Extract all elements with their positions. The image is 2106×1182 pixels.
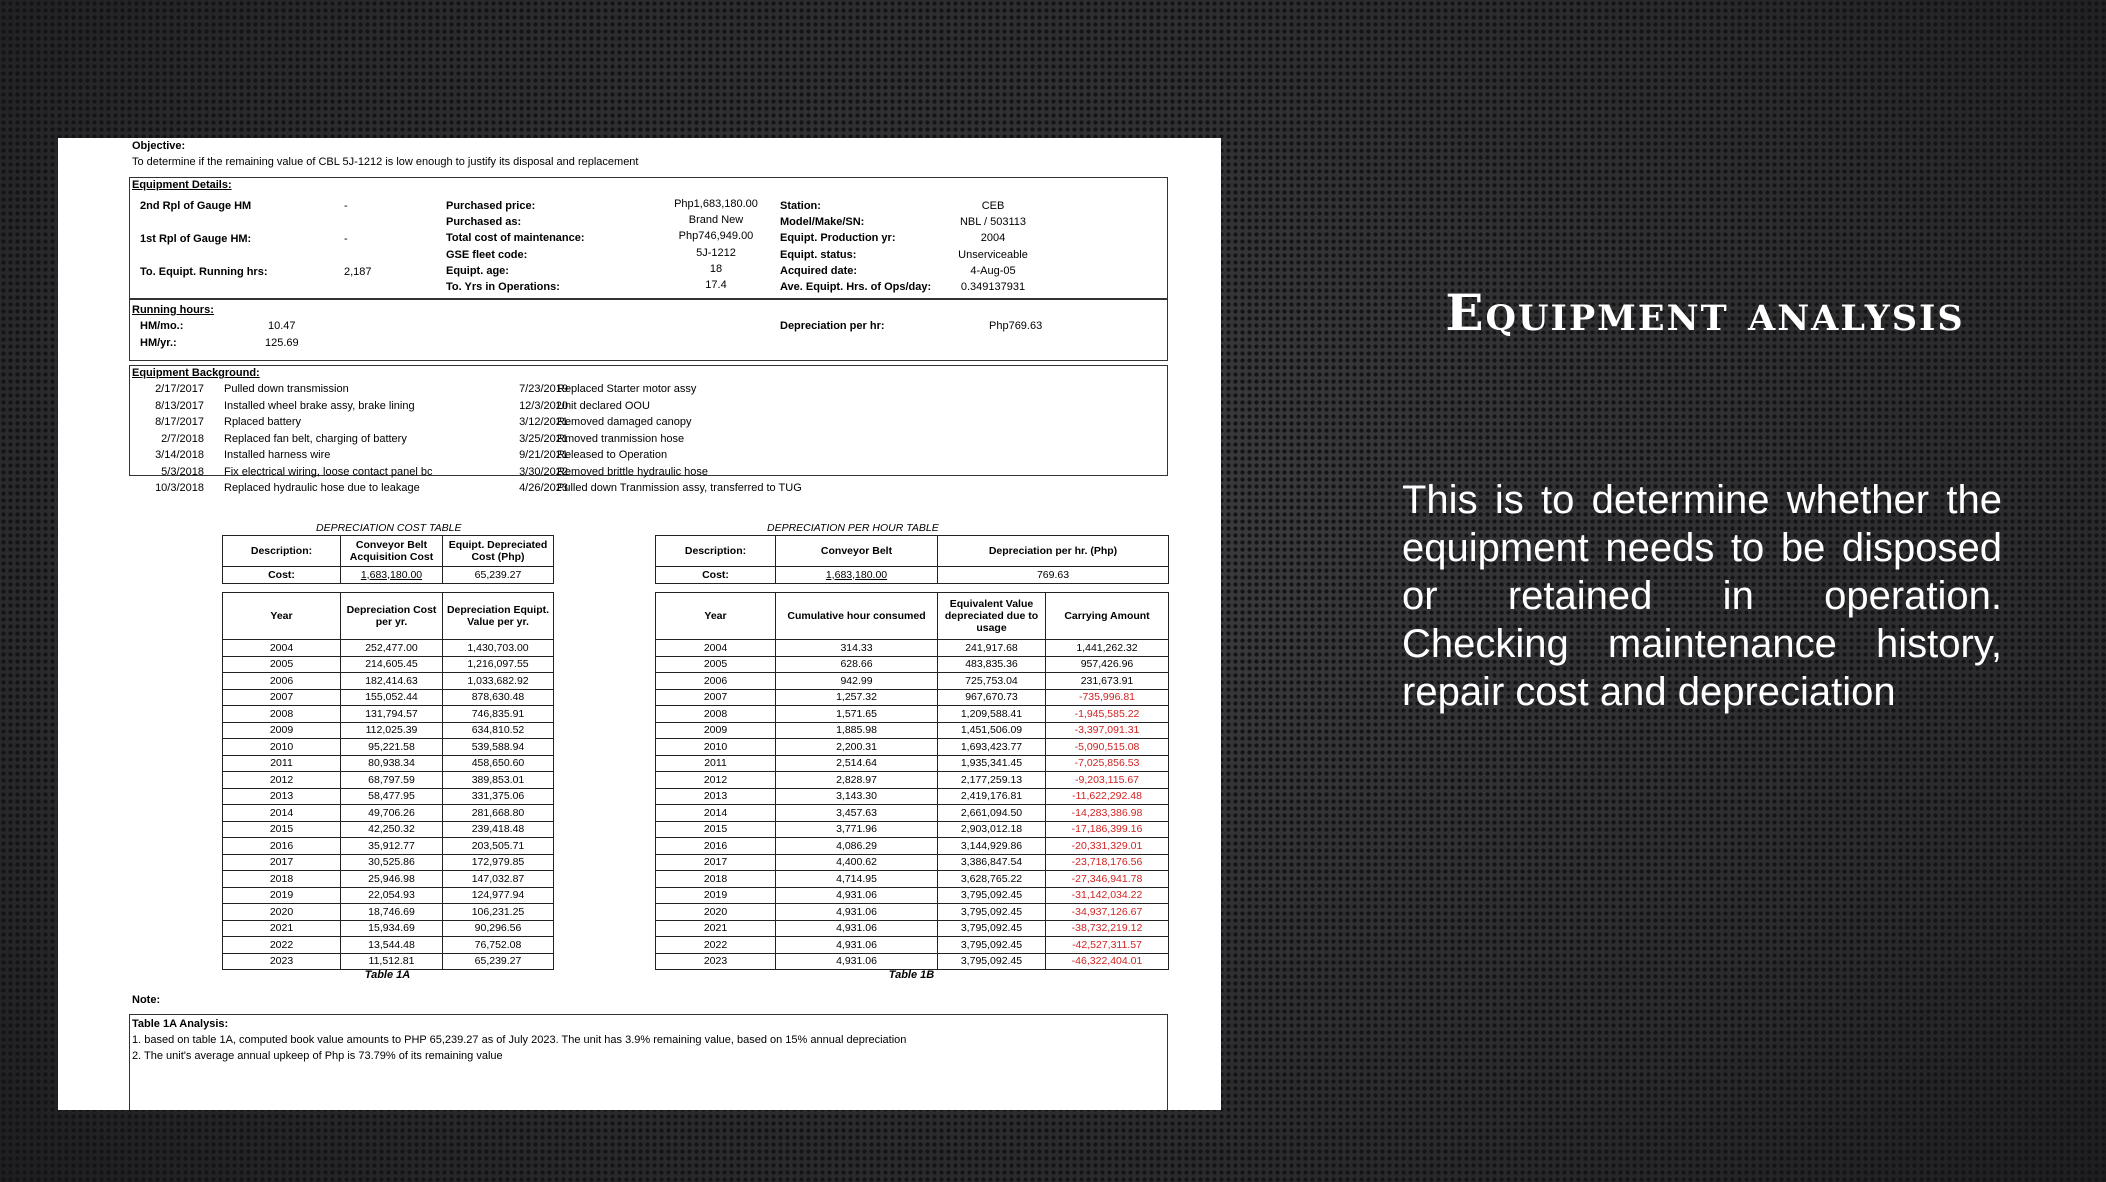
- table1a-row: [223, 788, 554, 805]
- table1b-cell: 2022: [656, 937, 776, 954]
- table1b-cell: 1,935,341.45: [938, 755, 1046, 772]
- t1b-head-carry: Carrying Amount: [1046, 593, 1169, 640]
- table1a-cell: 131,794.57: [341, 706, 443, 723]
- table1b-cell: 2005: [656, 656, 776, 673]
- mid-detail-value: 18: [709, 263, 723, 275]
- table1a-row: [223, 673, 554, 690]
- table1b-cell: 1,885.98: [776, 722, 938, 739]
- table1b-cell: -23,718,176.56: [1046, 854, 1169, 871]
- table1a-cell: 80,938.34: [341, 755, 443, 772]
- table1a-row: [223, 937, 554, 954]
- table1a-row: [223, 920, 554, 937]
- background-item: Replaced Starter motor assy: [557, 383, 697, 395]
- t1a-col1-header: Conveyor Belt Acquisition Cost: [341, 536, 443, 567]
- table1b-cell: 2021: [656, 920, 776, 937]
- table1a-cell: 155,052.44: [341, 689, 443, 706]
- note-label: Note:: [132, 994, 161, 1006]
- background-item: Unit declared OOU: [557, 399, 650, 412]
- right-detail-value: NBL / 503113: [959, 216, 1027, 228]
- gauge2-value: -: [344, 200, 348, 212]
- table1b-cell: 3,795,092.45: [938, 920, 1046, 937]
- analysis-line2: 2. The unit's average annual upkeep of Php is 73.79% of its remaining value: [132, 1050, 503, 1062]
- table1b-cell: 2014: [656, 805, 776, 822]
- table1a-row: [223, 887, 554, 904]
- table1b-row: [656, 739, 1169, 756]
- table1a-cell: 458,650.60: [443, 755, 554, 772]
- hm-mo-value: 10.47: [268, 320, 296, 332]
- analysis-document: [58, 138, 1221, 1110]
- table1a-cell: 182,414.63: [341, 673, 443, 690]
- table1b-cell: 2017: [656, 854, 776, 871]
- analysis-line1: 1. based on table 1A, computed book value amounts to PHP 65,239.27 as of July 2023. The unit has 3.9% remaining value, based on 15% annual depreciation: [132, 1034, 907, 1046]
- table1a-cell: 22,054.93: [341, 887, 443, 904]
- background-date: 8/17/2017: [155, 416, 204, 428]
- table1b-row: [656, 755, 1169, 772]
- background-date: 2/17/2017: [155, 383, 204, 395]
- table1b-cell: -31,142,034.22: [1046, 887, 1169, 904]
- table1a-row: [223, 689, 554, 706]
- table1b-cell: -735,996.81: [1046, 689, 1169, 706]
- running-hours-value: 2,187: [344, 266, 372, 278]
- mid-detail-label: To. Yrs in Operations:: [446, 281, 560, 293]
- background-item: Pulled down transmission: [224, 383, 349, 395]
- table1a-cell: 2017: [223, 854, 341, 871]
- table1a-cell: 331,375.06: [443, 788, 554, 805]
- equipment-details-heading: Equipment Details:: [132, 179, 232, 191]
- hm-yr-label: HM/yr.:: [140, 337, 177, 349]
- table1b-cell: 3,457.63: [776, 805, 938, 822]
- table1b-cell: -1,945,585.22: [1046, 706, 1169, 723]
- background-date: 10/3/2018: [155, 482, 204, 494]
- mid-detail-value: 5J-1212: [696, 247, 736, 259]
- table1a-row: [223, 838, 554, 855]
- dep-per-hr-label: Depreciation per hr:: [780, 320, 885, 332]
- table1b-row: [656, 904, 1169, 921]
- table1b-cell: 2007: [656, 689, 776, 706]
- table1b-cell: 231,673.91: [1046, 673, 1169, 690]
- table1b-row: [656, 871, 1169, 888]
- table1a-cell: 2021: [223, 920, 341, 937]
- right-detail-label: Model/Make/SN:: [780, 216, 865, 228]
- table1b-row: [656, 937, 1169, 954]
- right-detail-value: 0.349137931: [960, 281, 1026, 293]
- table1a-cell: 2011: [223, 755, 341, 772]
- t1a-cost-value: 1,683,180.00: [341, 567, 443, 584]
- background-item: Installed wheel brake assy, brake lining: [224, 399, 415, 412]
- table1b-cell: 967,670.73: [938, 689, 1046, 706]
- mid-detail-value: Brand New: [688, 214, 744, 226]
- table1a-cell: 2018: [223, 871, 341, 888]
- right-detail-value: 2004: [980, 232, 1006, 244]
- t1b-col2-header: Depreciation per hr. (Php): [938, 536, 1169, 567]
- table1b-cell: 4,931.06: [776, 937, 938, 954]
- t1b-desc-label: Description:: [656, 536, 776, 567]
- table1b-row: [656, 854, 1169, 871]
- table1b-cell: 1,451,506.09: [938, 722, 1046, 739]
- table1a-cell: 2010: [223, 739, 341, 756]
- table1b-cell: 314.33: [776, 640, 938, 657]
- table1b-cell: 2012: [656, 772, 776, 789]
- table1a-cell: 2004: [223, 640, 341, 657]
- gauge1-label: 1st Rpl of Gauge HM:: [140, 233, 252, 245]
- background-date: 3/25/2021: [519, 432, 568, 445]
- t1a-head-year: Year: [223, 593, 341, 640]
- background-item: Rplaced battery: [224, 416, 302, 428]
- table1b-cell: 2,419,176.81: [938, 788, 1046, 805]
- table1a-cell: 65,239.27: [443, 953, 554, 970]
- background-date: 8/13/2017: [155, 399, 204, 412]
- t1b-head-year: Year: [656, 593, 776, 640]
- table1b-row: [656, 953, 1169, 970]
- table1b-row: [656, 788, 1169, 805]
- table1b-cell: 2013: [656, 788, 776, 805]
- table1b-row: [656, 920, 1169, 937]
- table1a-cell: 203,505.71: [443, 838, 554, 855]
- table1b-cell: -9,203,115.67: [1046, 772, 1169, 789]
- table1b-cell: 3,144,929.86: [938, 838, 1046, 855]
- table1b-cell: -42,527,311.57: [1046, 937, 1169, 954]
- table1b-cell: 2020: [656, 904, 776, 921]
- table1b-cell: 1,693,423.77: [938, 739, 1046, 756]
- table1b-cell: 4,931.06: [776, 953, 938, 970]
- table1a-cell: 281,668.80: [443, 805, 554, 822]
- table1a-cell: 90,296.56: [443, 920, 554, 937]
- slide-description: This is to determine whether the equipment needs to be disposed or retained in operation. Checking maintenance history, repair cost and depreciation: [1402, 478, 2002, 714]
- background-item: Replaced fan belt, charging of battery: [224, 432, 407, 445]
- table1b-cell: -17,186,399.16: [1046, 821, 1169, 838]
- slide-title: Equipment analysis: [1445, 283, 1965, 342]
- table1a-cell: 172,979.85: [443, 854, 554, 871]
- table1a-cell: 2022: [223, 937, 341, 954]
- mid-detail-label: Purchased price:: [446, 200, 536, 212]
- table1b-cell: 942.99: [776, 673, 938, 690]
- table1a-row: [223, 854, 554, 871]
- table1b-cell: 1,257.32: [776, 689, 938, 706]
- mid-detail-label: GSE fleet code:: [446, 249, 528, 261]
- t1a-head-dep: Depreciation Cost per yr.: [341, 593, 443, 640]
- table1a-cell: 2012: [223, 772, 341, 789]
- right-detail-label: Acquired date:: [780, 265, 858, 277]
- table1b-cell: 3,795,092.45: [938, 937, 1046, 954]
- background-date: 12/3/2020: [519, 399, 568, 412]
- table1a-cell: 30,525.86: [341, 854, 443, 871]
- t1a-head-val: Depreciation Equipt. Value per yr.: [443, 593, 554, 640]
- table1a-cell: 539,588.94: [443, 739, 554, 756]
- table1b-cell: -20,331,329.01: [1046, 838, 1169, 855]
- table1a-cell: 147,032.87: [443, 871, 554, 888]
- mid-detail-label: Purchased as:: [446, 216, 522, 228]
- table1b-cell: 4,931.06: [776, 887, 938, 904]
- table1b-cell: -34,937,126.67: [1046, 904, 1169, 921]
- table1a-cell: 2005: [223, 656, 341, 673]
- table1b-cell: 1,571.65: [776, 706, 938, 723]
- table1a-cell: 2015: [223, 821, 341, 838]
- table1b-row: [656, 640, 1169, 657]
- table1a-caption: Table 1A: [364, 969, 411, 981]
- right-detail-value: 4-Aug-05: [970, 265, 1016, 277]
- t1a-cost-depreciated: 65,239.27: [443, 567, 554, 584]
- gauge1-value: -: [344, 233, 348, 245]
- table1b-cell: 3,795,092.45: [938, 904, 1046, 921]
- table1b-cell: 3,143.30: [776, 788, 938, 805]
- table1a-row: [223, 706, 554, 723]
- table1b-caption: Table 1B: [888, 969, 935, 981]
- table1a-cell: 13,544.48: [341, 937, 443, 954]
- t1b-cost-value: 1,683,180.00: [776, 567, 938, 584]
- mid-detail-value: Php746,949.00: [678, 230, 754, 242]
- table1a-cell: 746,835.91: [443, 706, 554, 723]
- background-date: 7/23/2019: [519, 383, 568, 395]
- table1a-title: DEPRECIATION COST TABLE: [316, 522, 462, 534]
- table1b-cell: 4,931.06: [776, 904, 938, 921]
- table1a-cell: 252,477.00: [341, 640, 443, 657]
- table1b-cell: 2008: [656, 706, 776, 723]
- background-item: Installed harness wire: [224, 449, 331, 461]
- t1a-cost-label: Cost:: [223, 567, 341, 584]
- table1a-cell: 2023: [223, 953, 341, 970]
- analysis-heading: Table 1A Analysis:: [132, 1018, 229, 1030]
- table1b-cell: 4,400.62: [776, 854, 938, 871]
- table1b-cell: -38,732,219.12: [1046, 920, 1169, 937]
- objective-label: Objective:: [132, 140, 186, 152]
- background-date: 3/14/2018: [155, 449, 204, 461]
- table1a: [222, 592, 554, 970]
- table1a-cell: 2020: [223, 904, 341, 921]
- running-hours-heading: Running hours:: [132, 304, 214, 316]
- table1b-row: [656, 673, 1169, 690]
- table1a-cell: 18,746.69: [341, 904, 443, 921]
- background-item: Replaced hydraulic hose due to leakage: [224, 482, 420, 494]
- background-date: 5/3/2018: [161, 465, 204, 478]
- table1b-cell: 2,903,012.18: [938, 821, 1046, 838]
- table1b-row: [656, 821, 1169, 838]
- table1a-cell: 1,430,703.00: [443, 640, 554, 657]
- mid-detail-value: Php1,683,180.00: [674, 198, 758, 210]
- hm-mo-label: HM/mo.:: [140, 320, 184, 332]
- table1b-cell: -7,025,856.53: [1046, 755, 1169, 772]
- gauge2-label: 2nd Rpl of Gauge HM: [140, 200, 252, 212]
- right-detail-label: Station:: [780, 200, 821, 212]
- right-detail-label: Equipt. Production yr:: [780, 232, 896, 244]
- table1b-cell: -11,622,292.48: [1046, 788, 1169, 805]
- table1a-cell: 878,630.48: [443, 689, 554, 706]
- background-item: Removed damaged canopy: [557, 416, 692, 428]
- t1b-col1-header: Conveyor Belt: [776, 536, 938, 567]
- table1a-cell: 634,810.52: [443, 722, 554, 739]
- table1a-cell: 1,033,682.92: [443, 673, 554, 690]
- table1b-row: [656, 887, 1169, 904]
- table1b-cell: 2004: [656, 640, 776, 657]
- table1a-cell: 2007: [223, 689, 341, 706]
- table1a-cell: 2008: [223, 706, 341, 723]
- table1a-cell: 2009: [223, 722, 341, 739]
- right-detail-value: Unserviceable: [958, 249, 1028, 261]
- table1b-row: [656, 722, 1169, 739]
- table1b-cell: 2018: [656, 871, 776, 888]
- table1a-cell: 95,221.58: [341, 739, 443, 756]
- t1b-head-cum: Cumulative hour consumed: [776, 593, 938, 640]
- table1b-cell: 4,714.95: [776, 871, 938, 888]
- right-detail-label: Equipt. status:: [780, 249, 857, 261]
- table1a-row: [223, 904, 554, 921]
- table1b-cell: 2016: [656, 838, 776, 855]
- background-date: 2/7/2018: [161, 432, 204, 445]
- table1b-cell: 2,828.97: [776, 772, 938, 789]
- table1a-cell: 49,706.26: [341, 805, 443, 822]
- dep-per-hr-value: Php769.63: [989, 320, 1043, 332]
- table1a-row: [223, 656, 554, 673]
- table1b-cell: -27,346,941.78: [1046, 871, 1169, 888]
- table1a-cell: 2006: [223, 673, 341, 690]
- running-hours-label: To. Equipt. Running hrs:: [140, 266, 268, 278]
- table1b-cell: 3,795,092.45: [938, 953, 1046, 970]
- background-date: 4/26/2023: [519, 482, 568, 494]
- table1b-cell: 2023: [656, 953, 776, 970]
- table1a-row: [223, 739, 554, 756]
- table1a-cell: 76,752.08: [443, 937, 554, 954]
- table1b-cell: 483,835.36: [938, 656, 1046, 673]
- table1b-cell: 2,514.64: [776, 755, 938, 772]
- background-heading: Equipment Background:: [132, 367, 260, 379]
- table1b-cell: 957,426.96: [1046, 656, 1169, 673]
- table1a-cell: 2016: [223, 838, 341, 855]
- objective-text: To determine if the remaining value of CBL 5J-1212 is low enough to justify its disposal and replacement: [132, 156, 639, 168]
- right-detail-label: Ave. Equipt. Hrs. of Ops/day:: [780, 281, 932, 293]
- table1a-cell: 1,216,097.55: [443, 656, 554, 673]
- t1a-col2-header: Equipt. Depreciated Cost (Php): [443, 536, 554, 567]
- table1a-cell: 124,977.94: [443, 887, 554, 904]
- table1a-row: [223, 755, 554, 772]
- table1b-cell: 3,386,847.54: [938, 854, 1046, 871]
- table1b-cell: 3,628,765.22: [938, 871, 1046, 888]
- t1b-head-eqv: Equivalent Value depreciated due to usage: [938, 593, 1046, 640]
- mid-detail-label: Total cost of maintenance:: [446, 232, 585, 244]
- right-detail-value: CEB: [981, 200, 1005, 212]
- table1a-cell: 11,512.81: [341, 953, 443, 970]
- background-item: Released to Operation: [557, 449, 668, 461]
- table1a-cell: 106,231.25: [443, 904, 554, 921]
- table1b-row: [656, 838, 1169, 855]
- table1b-row: [656, 656, 1169, 673]
- t1b-cost-label: Cost:: [656, 567, 776, 584]
- table1b-cell: 2015: [656, 821, 776, 838]
- table1a-row: [223, 871, 554, 888]
- background-item: Fix electrical wiring, loose contact panel bc: [224, 465, 433, 478]
- table1b-cell: 2,200.31: [776, 739, 938, 756]
- table1b-header: [655, 535, 1169, 584]
- table1a-cell: 58,477.95: [341, 788, 443, 805]
- table1b-cell: -46,322,404.01: [1046, 953, 1169, 970]
- background-item: Pulled down Tranmission assy, transferred to TUG: [557, 482, 802, 494]
- table1b-cell: -5,090,515.08: [1046, 739, 1169, 756]
- table1a-row: [223, 722, 554, 739]
- table1a-cell: 25,946.98: [341, 871, 443, 888]
- table1b-cell: 4,931.06: [776, 920, 938, 937]
- table1b-cell: 725,753.04: [938, 673, 1046, 690]
- table1b-cell: 628.66: [776, 656, 938, 673]
- table1a-cell: 35,912.77: [341, 838, 443, 855]
- table1b-row: [656, 805, 1169, 822]
- table1b-row: [656, 689, 1169, 706]
- table1a-cell: 112,025.39: [341, 722, 443, 739]
- table1b-cell: 3,771.96: [776, 821, 938, 838]
- table1b-cell: 2019: [656, 887, 776, 904]
- table1a-cell: 2014: [223, 805, 341, 822]
- table1b-cell: 2010: [656, 739, 776, 756]
- table1a-row: [223, 772, 554, 789]
- table1a-cell: 389,853.01: [443, 772, 554, 789]
- table1b-cell: -3,397,091.31: [1046, 722, 1169, 739]
- hm-yr-value: 125.69: [265, 337, 299, 349]
- table1b-cell: -14,283,386.98: [1046, 805, 1169, 822]
- table1b-row: [656, 706, 1169, 723]
- table1b: [655, 592, 1169, 970]
- t1a-desc-label: Description:: [223, 536, 341, 567]
- table1a-cell: 2013: [223, 788, 341, 805]
- table1b-cell: 2011: [656, 755, 776, 772]
- table1b-cell: 2006: [656, 673, 776, 690]
- background-date: 3/12/2021: [519, 416, 568, 428]
- table1b-cell: 2,661,094.50: [938, 805, 1046, 822]
- table1b-cell: 2,177,259.13: [938, 772, 1046, 789]
- table1b-row: [656, 772, 1169, 789]
- table1b-cell: 3,795,092.45: [938, 887, 1046, 904]
- background-date: 3/30/2022: [519, 465, 568, 478]
- table1a-cell: 2019: [223, 887, 341, 904]
- background-date: 9/21/2021: [519, 449, 568, 461]
- table1b-cell: 1,209,588.41: [938, 706, 1046, 723]
- background-item: Removed brittle hydraulic hose: [557, 465, 709, 478]
- table1a-header: [222, 535, 554, 584]
- table1a-cell: 42,250.32: [341, 821, 443, 838]
- table1a-cell: 239,418.48: [443, 821, 554, 838]
- mid-detail-value: 17.4: [705, 279, 727, 291]
- table1b-cell: 241,917.68: [938, 640, 1046, 657]
- table1a-row: [223, 953, 554, 970]
- mid-detail-label: Equipt. age:: [446, 265, 509, 277]
- table1a-row: [223, 805, 554, 822]
- table1b-cell: 1,441,262.32: [1046, 640, 1169, 657]
- table1b-cell: 2009: [656, 722, 776, 739]
- table1a-cell: 15,934.69: [341, 920, 443, 937]
- table1b-title: DEPRECIATION PER HOUR TABLE: [767, 522, 939, 534]
- table1a-row: [223, 821, 554, 838]
- table1a-cell: 68,797.59: [341, 772, 443, 789]
- t1b-cost-per-hr: 769.63: [938, 567, 1169, 584]
- table1a-cell: 214,605.45: [341, 656, 443, 673]
- table1b-cell: 4,086.29: [776, 838, 938, 855]
- background-item: Rmoved tranmission hose: [557, 432, 685, 445]
- table1a-row: [223, 640, 554, 657]
